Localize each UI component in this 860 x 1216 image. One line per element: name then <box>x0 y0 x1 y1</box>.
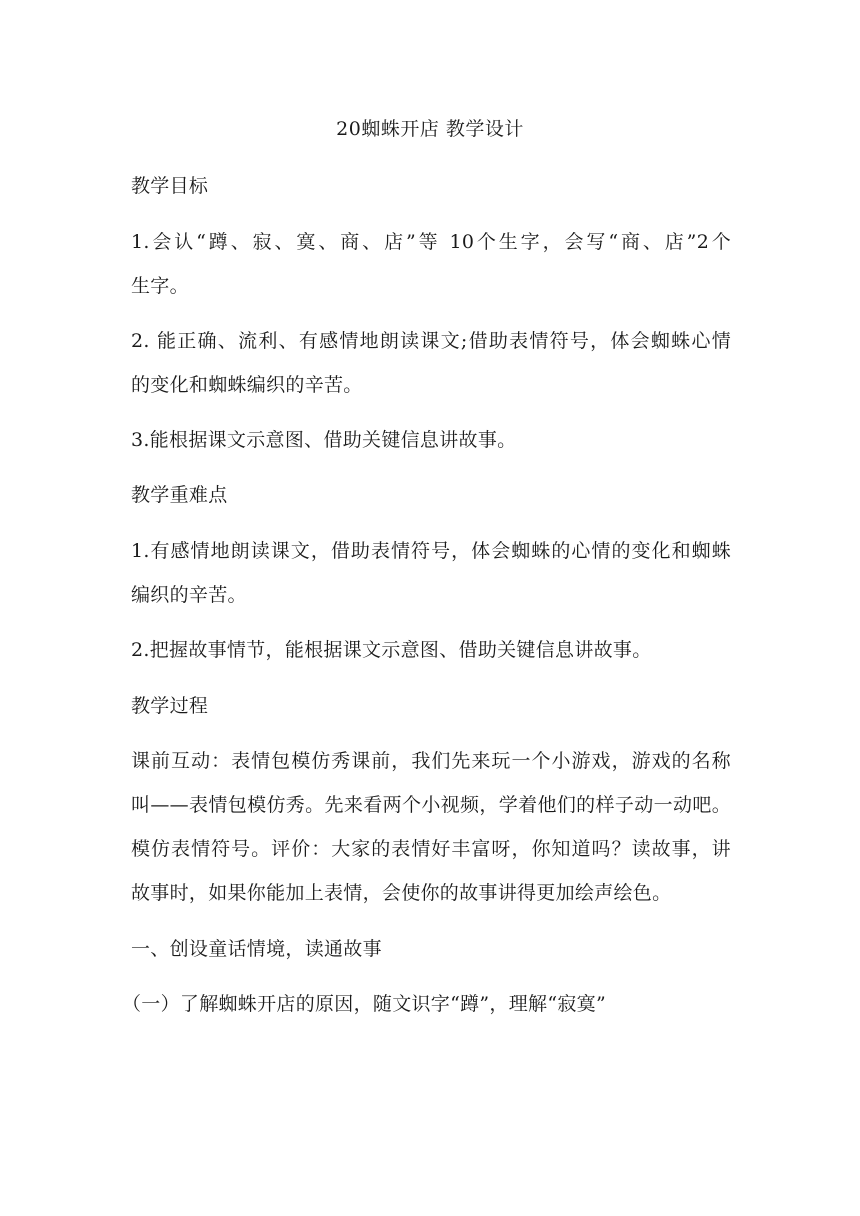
heading-teaching-process: 教学过程 <box>131 695 209 717</box>
warmup-line-1: 课前互动：表情包模仿秀课前，我们先来玩一个小游戏，游戏的名称 <box>131 750 731 772</box>
goal-2-line-2: 的变化和蜘蛛编织的辛苦。 <box>131 374 363 396</box>
document-title: 20蜘蛛开店 教学设计 <box>336 118 524 140</box>
goal-1-line-1: 1.会认“蹲、寂、寞、商、店”等 10个生字，会写“商、店”2个 <box>131 231 731 253</box>
heading-key-points: 教学重难点 <box>131 484 228 506</box>
warmup-line-3: 模仿表情符号。评价：大家的表情好丰富呀，你知道吗？读故事，讲 <box>131 838 731 860</box>
goal-3: 3.能根据课文示意图、借助关键信息讲故事。 <box>131 429 517 451</box>
warmup-line-4: 故事时，如果你能加上表情，会使你的故事讲得更加绘声绘色。 <box>131 882 672 904</box>
key-point-2: 2.把握故事情节，能根据课文示意图、借助关键信息讲故事。 <box>131 639 652 661</box>
key-point-1-line-2: 编织的辛苦。 <box>131 584 247 606</box>
subsection-1-heading: （一）了解蜘蛛开店的原因，随文识字“蹲”，理解“寂寞” <box>122 993 606 1015</box>
heading-teaching-goals: 教学目标 <box>131 175 209 197</box>
goal-2-line-1: 2. 能正确、流利、有感情地朗读课文;借助表情符号，体会蜘蛛心情 <box>131 330 731 352</box>
warmup-line-2: 叫——表情包模仿秀。先来看两个小视频，学着他们的样子动一动吧。 <box>131 794 731 816</box>
key-point-1-line-1: 1.有感情地朗读课文，借助表情符号，体会蜘蛛的心情的变化和蜘蛛 <box>131 540 731 562</box>
goal-1-line-2: 生字。 <box>131 275 189 297</box>
section-1-heading: 一、创设童话情境，读通故事 <box>131 938 382 960</box>
